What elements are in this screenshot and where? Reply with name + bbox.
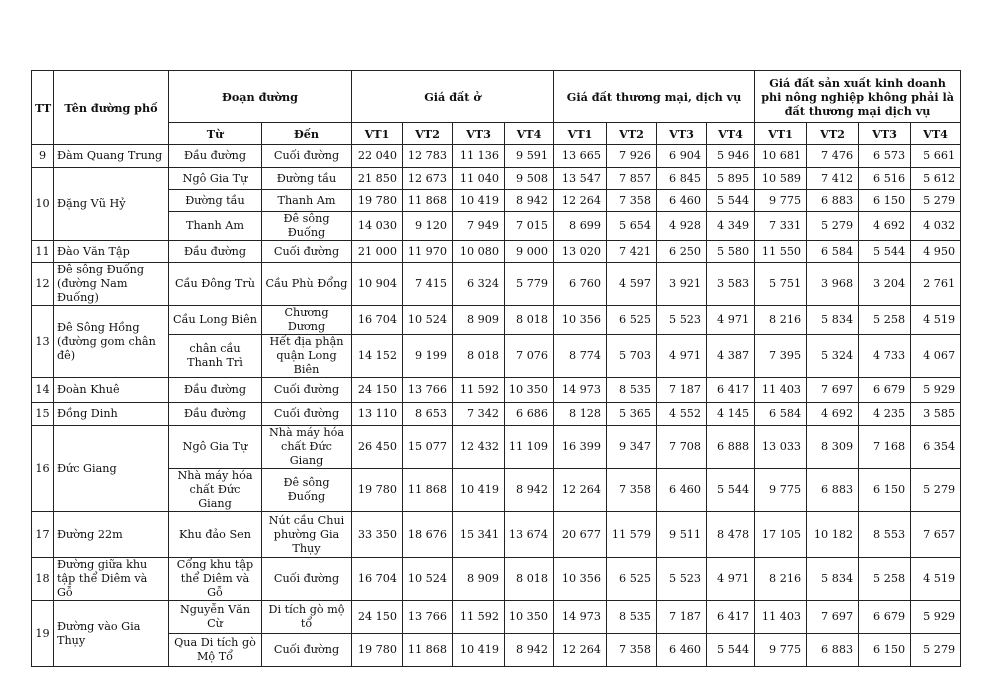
segment-from: chân cầu Thanh Trì	[169, 335, 262, 378]
price-cell: 16 704	[352, 558, 403, 601]
price-cell: 5 544	[707, 469, 755, 512]
header-vt2: VT2	[607, 123, 657, 145]
price-cell: 9 508	[505, 168, 554, 190]
header-residential: Giá đất ở	[352, 71, 554, 123]
price-cell: 5 580	[707, 241, 755, 263]
price-cell: 10 524	[403, 558, 453, 601]
price-cell: 8 309	[807, 426, 859, 469]
header-vt3: VT3	[859, 123, 911, 145]
price-cell: 11 592	[453, 601, 505, 634]
row-tt: 19	[32, 601, 54, 667]
price-cell: 10 681	[755, 145, 807, 168]
price-cell: 9 775	[755, 469, 807, 512]
price-cell: 8 216	[755, 306, 807, 335]
table-row	[32, 601, 961, 634]
price-cell: 24 150	[352, 601, 403, 634]
table-row	[32, 145, 961, 168]
segment-from: Đường tầu	[169, 190, 262, 212]
price-cell: 6 525	[607, 558, 657, 601]
price-cell: 14 152	[352, 335, 403, 378]
price-cell: 16 399	[554, 426, 607, 469]
price-cell: 8 653	[403, 403, 453, 426]
price-cell: 8 018	[453, 335, 505, 378]
price-cell: 4 145	[707, 403, 755, 426]
price-cell: 21 850	[352, 168, 403, 190]
segment-to: Cuối đường	[262, 558, 352, 601]
price-cell: 14 030	[352, 212, 403, 241]
price-cell: 5 258	[859, 558, 911, 601]
table-row	[32, 469, 961, 512]
price-cell: 7 076	[505, 335, 554, 378]
price-cell: 5 279	[911, 190, 961, 212]
price-cell: 11 403	[755, 601, 807, 634]
row-tt: 15	[32, 403, 54, 426]
row-tt: 17	[32, 512, 54, 558]
price-cell: 7 421	[607, 241, 657, 263]
price-cell: 8 909	[453, 306, 505, 335]
price-cell: 5 365	[607, 403, 657, 426]
street-name: Đồng Dinh	[54, 403, 169, 426]
document-page	[31, 70, 961, 667]
price-cell: 6 516	[859, 168, 911, 190]
price-cell: 22 040	[352, 145, 403, 168]
price-cell: 6 525	[607, 306, 657, 335]
price-cell: 4 928	[657, 212, 707, 241]
price-cell: 10 419	[453, 469, 505, 512]
price-cell: 5 523	[657, 558, 707, 601]
price-cell: 4 235	[859, 403, 911, 426]
street-name: Đoàn Khuê	[54, 378, 169, 403]
price-cell: 7 015	[505, 212, 554, 241]
table-row	[32, 190, 961, 212]
segment-from: Đầu đường	[169, 241, 262, 263]
price-cell: 6 760	[554, 263, 607, 306]
price-cell: 6 417	[707, 601, 755, 634]
segment-to: Cuối đường	[262, 145, 352, 168]
price-cell: 5 654	[607, 212, 657, 241]
price-cell: 7 857	[607, 168, 657, 190]
header-vt1: VT1	[755, 123, 807, 145]
price-cell: 7 358	[607, 634, 657, 667]
price-cell: 17 105	[755, 512, 807, 558]
price-cell: 7 949	[453, 212, 505, 241]
price-cell: 5 523	[657, 306, 707, 335]
price-cell: 6 417	[707, 378, 755, 403]
table-row	[32, 263, 961, 306]
price-cell: 21 000	[352, 241, 403, 263]
price-cell: 10 182	[807, 512, 859, 558]
street-name: Đức Giang	[54, 426, 169, 512]
price-cell: 13 766	[403, 601, 453, 634]
row-tt: 13	[32, 306, 54, 378]
price-cell: 12 264	[554, 190, 607, 212]
price-cell: 13 665	[554, 145, 607, 168]
price-cell: 7 657	[911, 512, 961, 558]
land-price-table	[31, 70, 961, 667]
table-row	[32, 241, 961, 263]
price-cell: 10 589	[755, 168, 807, 190]
price-cell: 4 971	[657, 335, 707, 378]
price-cell: 7 697	[807, 378, 859, 403]
row-tt: 10	[32, 168, 54, 241]
segment-to: Thanh Am	[262, 190, 352, 212]
price-cell: 5 779	[505, 263, 554, 306]
price-cell: 11 592	[453, 378, 505, 403]
row-tt: 11	[32, 241, 54, 263]
price-cell: 5 324	[807, 335, 859, 378]
price-cell: 8 909	[453, 558, 505, 601]
row-tt: 9	[32, 145, 54, 168]
price-cell: 5 544	[859, 241, 911, 263]
segment-to: Đường tầu	[262, 168, 352, 190]
segment-from: Qua Di tích gò Mộ Tổ	[169, 634, 262, 667]
price-cell: 8 942	[505, 469, 554, 512]
price-cell: 4 519	[911, 306, 961, 335]
price-cell: 8 553	[859, 512, 911, 558]
street-name: Đê Sông Hồng (đường gom chân đê)	[54, 306, 169, 378]
header-vt2: VT2	[403, 123, 453, 145]
price-cell: 6 250	[657, 241, 707, 263]
price-cell: 5 834	[807, 306, 859, 335]
price-cell: 5 834	[807, 558, 859, 601]
price-cell: 14 973	[554, 601, 607, 634]
price-cell: 10 080	[453, 241, 505, 263]
price-cell: 10 350	[505, 378, 554, 403]
price-cell: 6 150	[859, 190, 911, 212]
price-cell: 12 432	[453, 426, 505, 469]
price-cell: 6 150	[859, 469, 911, 512]
price-cell: 10 524	[403, 306, 453, 335]
price-cell: 7 708	[657, 426, 707, 469]
price-cell: 7 358	[607, 469, 657, 512]
table-row	[32, 634, 961, 667]
price-cell: 12 783	[403, 145, 453, 168]
price-cell: 15 341	[453, 512, 505, 558]
price-cell: 24 150	[352, 378, 403, 403]
table-row	[32, 306, 961, 335]
price-cell: 11 868	[403, 634, 453, 667]
street-name: Đào Văn Tập	[54, 241, 169, 263]
price-cell: 9 199	[403, 335, 453, 378]
segment-to: Cầu Phù Đổng	[262, 263, 352, 306]
price-cell: 4 032	[911, 212, 961, 241]
street-name: Đường 22m	[54, 512, 169, 558]
price-cell: 4 552	[657, 403, 707, 426]
table-row	[32, 512, 961, 558]
price-cell: 18 676	[403, 512, 453, 558]
price-cell: 7 168	[859, 426, 911, 469]
price-cell: 13 674	[505, 512, 554, 558]
price-cell: 6 324	[453, 263, 505, 306]
segment-to: Đê sông Đuống	[262, 212, 352, 241]
price-cell: 5 895	[707, 168, 755, 190]
price-cell: 6 150	[859, 634, 911, 667]
table-row	[32, 403, 961, 426]
price-cell: 6 460	[657, 634, 707, 667]
header-vt1: VT1	[554, 123, 607, 145]
segment-to: Nhà máy hóa chất Đức Giang	[262, 426, 352, 469]
price-cell: 10 356	[554, 306, 607, 335]
price-cell: 4 971	[707, 558, 755, 601]
segment-to: Chương Dương	[262, 306, 352, 335]
price-cell: 13 110	[352, 403, 403, 426]
price-cell: 6 686	[505, 403, 554, 426]
price-cell: 11 403	[755, 378, 807, 403]
price-cell: 4 387	[707, 335, 755, 378]
price-cell: 4 597	[607, 263, 657, 306]
table-row	[32, 168, 961, 190]
segment-from: Ngô Gia Tự	[169, 426, 262, 469]
price-cell: 7 415	[403, 263, 453, 306]
header-vt3: VT3	[453, 123, 505, 145]
price-cell: 12 673	[403, 168, 453, 190]
price-cell: 9 000	[505, 241, 554, 263]
price-cell: 11 868	[403, 469, 453, 512]
row-tt: 14	[32, 378, 54, 403]
price-cell: 6 883	[807, 469, 859, 512]
header-segment: Đoạn đường	[169, 71, 352, 123]
price-cell: 4 950	[911, 241, 961, 263]
header-tt: TT	[32, 71, 54, 145]
table-body	[32, 145, 961, 667]
table-row	[32, 212, 961, 241]
row-tt: 16	[32, 426, 54, 512]
price-cell: 10 356	[554, 558, 607, 601]
price-cell: 11 970	[403, 241, 453, 263]
street-name: Đê sông Đuống (đường Nam Đuống)	[54, 263, 169, 306]
price-cell: 6 883	[807, 190, 859, 212]
row-tt: 12	[32, 263, 54, 306]
price-cell: 8 535	[607, 601, 657, 634]
price-cell: 13 547	[554, 168, 607, 190]
price-cell: 5 279	[911, 469, 961, 512]
segment-to: Cuối đường	[262, 241, 352, 263]
price-cell: 7 926	[607, 145, 657, 168]
header-vt4: VT4	[707, 123, 755, 145]
price-cell: 7 697	[807, 601, 859, 634]
price-cell: 9 591	[505, 145, 554, 168]
price-cell: 8 535	[607, 378, 657, 403]
price-cell: 5 279	[911, 634, 961, 667]
price-cell: 19 780	[352, 634, 403, 667]
segment-from: Đầu đường	[169, 378, 262, 403]
price-cell: 11 579	[607, 512, 657, 558]
price-cell: 7 412	[807, 168, 859, 190]
price-cell: 12 264	[554, 634, 607, 667]
price-cell: 8 216	[755, 558, 807, 601]
segment-to: Di tích gò mộ tổ	[262, 601, 352, 634]
segment-to: Nút cầu Chui phường Gia Thụy	[262, 512, 352, 558]
segment-to: Hết địa phận quận Long Biên	[262, 335, 352, 378]
price-cell: 4 692	[807, 403, 859, 426]
header-production: Giá đất sản xuất kinh doanh phi nông nghiệp không phải là đất thương mại dịch vụ	[755, 71, 961, 123]
price-cell: 6 679	[859, 378, 911, 403]
price-cell: 4 733	[859, 335, 911, 378]
price-cell: 6 460	[657, 469, 707, 512]
price-cell: 6 460	[657, 190, 707, 212]
price-cell: 8 018	[505, 306, 554, 335]
segment-from: Cầu Long Biên	[169, 306, 262, 335]
price-cell: 8 942	[505, 190, 554, 212]
segment-to: Đê sông Đuống	[262, 469, 352, 512]
price-cell: 7 331	[755, 212, 807, 241]
segment-from: Nhà máy hóa chất Đức Giang	[169, 469, 262, 512]
price-cell: 10 419	[453, 190, 505, 212]
price-cell: 8 018	[505, 558, 554, 601]
price-cell: 15 077	[403, 426, 453, 469]
price-cell: 10 350	[505, 601, 554, 634]
price-cell: 6 888	[707, 426, 755, 469]
price-cell: 3 968	[807, 263, 859, 306]
header-from: Từ	[169, 123, 262, 145]
price-cell: 19 780	[352, 469, 403, 512]
segment-from: Ngô Gia Tự	[169, 168, 262, 190]
price-cell: 6 679	[859, 601, 911, 634]
header-vt3: VT3	[657, 123, 707, 145]
header-street: Tên đường phố	[54, 71, 169, 145]
price-cell: 3 204	[859, 263, 911, 306]
price-cell: 5 703	[607, 335, 657, 378]
price-cell: 7 395	[755, 335, 807, 378]
price-cell: 6 883	[807, 634, 859, 667]
price-cell: 7 187	[657, 601, 707, 634]
table-row	[32, 335, 961, 378]
price-cell: 12 264	[554, 469, 607, 512]
price-cell: 2 761	[911, 263, 961, 306]
segment-from: Đầu đường	[169, 145, 262, 168]
price-cell: 3 583	[707, 263, 755, 306]
price-cell: 6 584	[755, 403, 807, 426]
segment-to: Cuối đường	[262, 403, 352, 426]
price-cell: 33 350	[352, 512, 403, 558]
table-row	[32, 426, 961, 469]
price-cell: 6 584	[807, 241, 859, 263]
price-cell: 5 279	[807, 212, 859, 241]
row-tt: 18	[32, 558, 54, 601]
price-cell: 5 612	[911, 168, 961, 190]
header-commercial: Giá đất thương mại, dịch vụ	[554, 71, 755, 123]
price-cell: 6 354	[911, 426, 961, 469]
price-cell: 10 419	[453, 634, 505, 667]
price-cell: 6 573	[859, 145, 911, 168]
street-name: Đường giữa khu tập thể Diêm và Gỗ	[54, 558, 169, 601]
price-cell: 4 349	[707, 212, 755, 241]
price-cell: 5 929	[911, 378, 961, 403]
price-cell: 13 033	[755, 426, 807, 469]
price-cell: 8 699	[554, 212, 607, 241]
price-cell: 16 704	[352, 306, 403, 335]
price-cell: 4 067	[911, 335, 961, 378]
price-cell: 9 120	[403, 212, 453, 241]
price-cell: 5 258	[859, 306, 911, 335]
price-cell: 13 766	[403, 378, 453, 403]
price-cell: 4 519	[911, 558, 961, 601]
header-vt4: VT4	[505, 123, 554, 145]
segment-from: Đầu đường	[169, 403, 262, 426]
price-cell: 8 478	[707, 512, 755, 558]
street-name: Đặng Vũ Hỷ	[54, 168, 169, 241]
price-cell: 11 550	[755, 241, 807, 263]
price-cell: 26 450	[352, 426, 403, 469]
price-cell: 6 845	[657, 168, 707, 190]
street-name: Đường vào Gia Thụy	[54, 601, 169, 667]
price-cell: 8 942	[505, 634, 554, 667]
price-cell: 8 774	[554, 335, 607, 378]
price-cell: 9 775	[755, 634, 807, 667]
price-cell: 9 511	[657, 512, 707, 558]
price-cell: 8 128	[554, 403, 607, 426]
price-cell: 4 971	[707, 306, 755, 335]
price-cell: 7 187	[657, 378, 707, 403]
price-cell: 11 040	[453, 168, 505, 190]
price-cell: 10 904	[352, 263, 403, 306]
header-vt4: VT4	[911, 123, 961, 145]
segment-from: Khu đảo Sen	[169, 512, 262, 558]
segment-from: Cổng khu tập thể Diêm và Gỗ	[169, 558, 262, 601]
price-cell: 3 921	[657, 263, 707, 306]
price-cell: 5 661	[911, 145, 961, 168]
price-cell: 20 677	[554, 512, 607, 558]
price-cell: 11 868	[403, 190, 453, 212]
segment-to: Cuối đường	[262, 634, 352, 667]
price-cell: 5 544	[707, 190, 755, 212]
segment-from: Nguyễn Văn Cừ	[169, 601, 262, 634]
price-cell: 7 358	[607, 190, 657, 212]
header-vt2: VT2	[807, 123, 859, 145]
segment-from: Thanh Am	[169, 212, 262, 241]
header-vt1: VT1	[352, 123, 403, 145]
header-to: Đến	[262, 123, 352, 145]
price-cell: 5 929	[911, 601, 961, 634]
price-cell: 9 775	[755, 190, 807, 212]
price-cell: 11 109	[505, 426, 554, 469]
price-cell: 9 347	[607, 426, 657, 469]
price-cell: 4 692	[859, 212, 911, 241]
segment-to: Cuối đường	[262, 378, 352, 403]
price-cell: 3 585	[911, 403, 961, 426]
table-row	[32, 558, 961, 601]
price-cell: 6 904	[657, 145, 707, 168]
price-cell: 5 544	[707, 634, 755, 667]
price-cell: 11 136	[453, 145, 505, 168]
segment-from: Cầu Đông Trù	[169, 263, 262, 306]
price-cell: 7 476	[807, 145, 859, 168]
table-row	[32, 378, 961, 403]
price-cell: 7 342	[453, 403, 505, 426]
price-cell: 5 751	[755, 263, 807, 306]
price-cell: 14 973	[554, 378, 607, 403]
price-cell: 19 780	[352, 190, 403, 212]
price-cell: 5 946	[707, 145, 755, 168]
price-cell: 13 020	[554, 241, 607, 263]
street-name: Đàm Quang Trung	[54, 145, 169, 168]
